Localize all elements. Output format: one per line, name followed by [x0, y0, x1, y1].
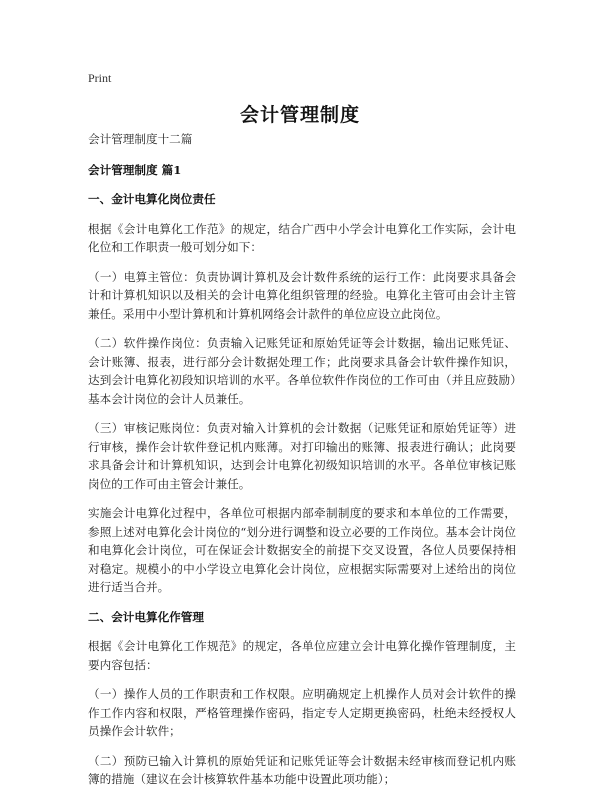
section-heading: 一、金计电算化岗位责任 [88, 192, 216, 206]
document-subtitle: 会计管理制度十二篇 [88, 132, 193, 146]
paragraph: 根据《会计电算化工作规范》的规定，各单位应建立会计电算化操作管理制度，主要内容包括： [88, 639, 516, 672]
document-body [88, 130, 516, 800]
print-label: Print [88, 71, 112, 85]
paragraph: 根据《会计电算化工作范》的规定，结合广西中小学会计电算化工作实际，会计电化位和工作职责一般可划分如下： [88, 221, 516, 254]
paragraph: （一）操作人员的工作职责和工作权限。应明确规定上机操作人员对会计软件的操作工作内容和权限，严格管理操作密码，指定专人定期更换密码，杜绝未经授权人员操作会计软件； [88, 687, 516, 738]
page-title: 会计管理制度 [239, 104, 360, 126]
paragraph: （一）电算主管位：负责协调计算机及会计数件系统的运行工作：此岗要求具备会计和计算机知识以及相关的会计电算化组织管理的经验。电算化主管可由会计主管兼任。采用中小型计算机和计算机网络会计款件的单位应设立此岗位。 [88, 269, 516, 321]
paragraph: （二）软件操作岗位：负责输入记账凭证和原始凭证等会计数据，输出记账凭证、会计账簿、报表，进行部分会计数据处理工作；此岗要求具备会计软件操作知识，达到会计电算化初段知识培训的水平。各单位软件作岗位的工作可由（并且应鼓励）基本会计岗位的会计人员兼任。 [88, 336, 516, 406]
section-heading: 二、会计电算化作管理 [88, 609, 204, 624]
article-heading: 会计管理制度 篇1 [88, 162, 182, 177]
paragraph: 实施会计电算化过程中，各单位可根据内部牵制制度的要求和本单位的工作需要，参照上述对电算化会计岗位的“划分进行调整和设立必要的工作岗位。基本会计岗位和电算化会计岗位，可在保证会计数据安全的前提下交叉设置，各位人员要保持相对稳定。规模小的中小学设立电算化会计岗位，应根据实际需要对上述给出的岗位进行适当合并。 [88, 506, 516, 594]
paragraph: （二）预防已输入计算机的原始凭证和记账凭证等会计数据未经审核而登记机内账簿的措施（建议在会计核算软件基本功能中设置此项功能）； [88, 753, 516, 786]
paragraph: （三）审核记账岗位：负责对输入计算机的会计数据（记账凭证和原始凭证等）进行审核，操作会计软件登记机内账薄。对打印输出的账簿、报表进行确认；此岗要求具备会计和计算机知识，达到会计电算化初级知识培训的水平。各单位审核记账岗位的工作可由主管会计兼任。 [88, 421, 516, 491]
